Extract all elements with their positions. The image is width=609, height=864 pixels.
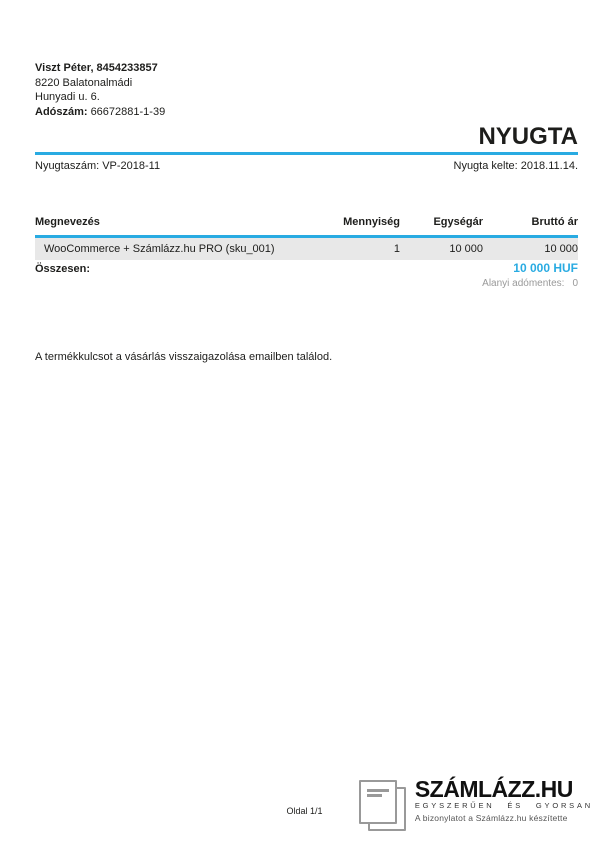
table-row xyxy=(35,238,578,260)
seller-tax-line xyxy=(35,105,165,120)
totals-row xyxy=(35,261,578,275)
receipt-date-label: Nyugta kelte: xyxy=(453,160,518,172)
receipt-number-line xyxy=(35,160,160,172)
seller-info-block xyxy=(35,61,165,119)
cell-gross-price: 10 000 xyxy=(544,243,578,255)
receipt-number-value: VP-2018-11 xyxy=(102,160,161,172)
cell-quantity: 1 xyxy=(393,243,400,255)
document-title: NYUGTA xyxy=(478,123,578,150)
seller-tax-label: Adószám: xyxy=(35,105,88,118)
tax-exempt-note xyxy=(482,278,578,289)
product-key-note: A termékkulcsot a vásárlás visszaigazolása emailben találod. xyxy=(35,351,333,363)
receipt-date-value: 2018.11.14. xyxy=(520,160,578,172)
seller-address-street: Hunyadi u. 6. xyxy=(35,91,100,103)
accent-divider xyxy=(35,152,578,155)
header-gross-price: Bruttó ár xyxy=(531,216,578,228)
page-indicator: Oldal 1/1 xyxy=(286,806,323,816)
items-table xyxy=(35,216,578,260)
receipt-meta-row xyxy=(35,160,578,172)
cell-item-name: WooCommerce + Számlázz.hu PRO (sku_001) xyxy=(44,243,275,255)
total-label: Összesen: xyxy=(35,263,91,275)
brand-text-block xyxy=(415,778,593,823)
receipt-number-label: Nyugtaszám: xyxy=(35,160,100,172)
front-page-shape xyxy=(359,780,397,824)
header-item-name: Megnevezés xyxy=(35,216,100,228)
brand-tagline: EGYSZERŰEN ÉS GYORSAN xyxy=(414,801,593,810)
brand-name: SZÁMLÁZZ.HU xyxy=(414,776,573,802)
text-line-glyph xyxy=(367,794,382,797)
tax-exempt-value: 0 xyxy=(572,278,578,289)
documents-icon xyxy=(357,780,411,830)
szamlazz-brand-block xyxy=(357,778,593,830)
seller-address-city: 8220 Balatonalmádi xyxy=(35,76,133,89)
seller-name: Viszt Péter, 8454233857 xyxy=(35,62,158,74)
items-table-header xyxy=(35,216,578,238)
total-amount: 10 000 HUF xyxy=(513,261,578,275)
brand-credit: A bizonylatot a Számlázz.hu készítette xyxy=(414,813,568,823)
seller-tax-number: 66672881-1-39 xyxy=(90,105,166,118)
header-quantity: Mennyiség xyxy=(343,216,400,228)
receipt-date-line xyxy=(454,160,579,172)
header-unit-price: Egységár xyxy=(433,216,483,228)
cell-unit-price: 10 000 xyxy=(449,243,483,255)
tax-exempt-label: Alanyi adómentes: xyxy=(482,278,565,289)
text-line-glyph xyxy=(367,789,389,792)
